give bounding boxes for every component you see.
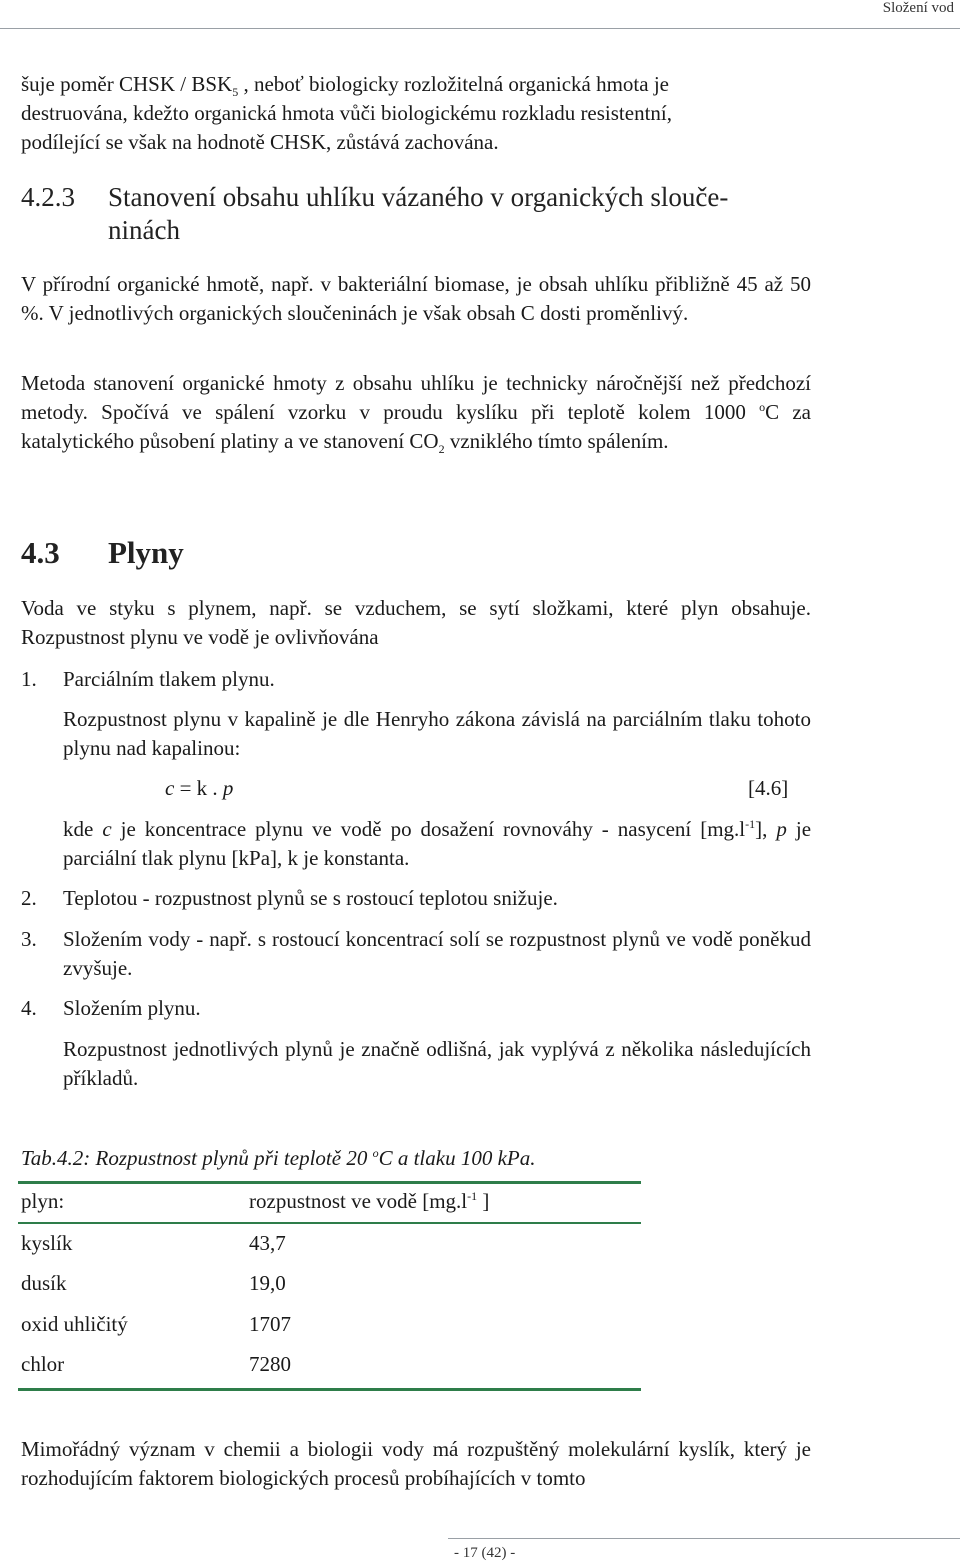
footer-rule — [448, 1538, 960, 1539]
item-2-text: Teplotou - rozpustnost plynů se s rostoucí teplotou snižuje. — [63, 886, 558, 910]
table-row-value: 1707 — [249, 1312, 291, 1336]
table-header-gas: plyn: — [21, 1189, 65, 1213]
table-row-gas: dusík — [21, 1271, 67, 1295]
table-row-gas: kyslík — [21, 1231, 73, 1255]
table-bottom-rule — [18, 1388, 641, 1391]
intro-line-1: šuje poměr CHSK / $BSK_5$ , neboť biologicky rozložitelná organická hmota je — [21, 72, 669, 100]
section-number-43: 4.3 — [21, 535, 60, 570]
henry-equation: c = k . p — [165, 776, 234, 800]
item-3-text: Složením vody - např. s rostoucí koncentrací solí se rozpustnost plynů ve vodě poněkud zvyšuje. — [63, 927, 811, 980]
table-header-rule — [18, 1222, 641, 1224]
item-1-number: 1. — [21, 667, 37, 691]
section-title-43: Plyny — [108, 535, 184, 570]
item-2-number: 2. — [21, 886, 37, 910]
page-number: - 17 (42) - — [454, 1545, 516, 1561]
intro-paragraph — [21, 70, 811, 157]
item-1-label: Parciálním tlakem plynu. — [63, 667, 275, 691]
item-4-label: Složením plynu. — [63, 996, 201, 1020]
table-caption: Tab.4.2: Rozpustnost plynů při teplotě 20 $^o$C a tlaku 100 kPa. — [21, 1146, 536, 1170]
table-top-rule — [18, 1181, 641, 1184]
section-title-423 — [108, 181, 808, 247]
table-row-gas: chlor — [21, 1352, 65, 1376]
header-rule — [0, 28, 960, 29]
equation-explanation: kde c je koncentrace plynu ve vodě po dosažení rovnováhy - nasycení $[mg.l^{-1}]$, p je parciální tlak plynu [kPa], k je konstanta. — [63, 817, 812, 870]
section-title-line-1: Stanovení obsahu uhlíku vázaného v organických slouče- — [108, 182, 729, 212]
henry-law-paragraph: Rozpustnost plynu v kapalině je dle Henryho zákona závislá na parciálním tlaku tohoto plynu nad kapalinou: — [63, 707, 811, 760]
equation-reference: [4.6] — [748, 776, 789, 800]
gases-intro-paragraph: Voda ve styku s plynem, např. se vzduchem, se sytí složkami, které plyn obsahuje. Rozpustnost plynu ve vodě je ovlivňována — [21, 596, 811, 649]
carbon-content-paragraph: V přírodní organické hmotě, např. v bakteriální biomase, je obsah uhlíku přibližně 45 až 50 %. V jednotlivých organických sloučeninách je však obsah C dosti proměnlivý. — [21, 272, 811, 325]
running-header: Složení vod — [882, 0, 954, 16]
table-row-value: 19,0 — [249, 1271, 286, 1295]
intro-line-3: podílející se však na hodnotě CHSK, zůstává zachována. — [21, 130, 499, 154]
method-paragraph: Metoda stanovení organické hmoty z obsahu uhlíku je technicky náročnější než předchozí metody. Spočívá ve spálení vzorku v proudu kyslíku při teplotě kolem 1000 $^o$C za katalytického působení platiny a ve stanovení $CO_2$ vzniklého tímto spálením. — [21, 371, 811, 457]
gas-composition-paragraph: Rozpustnost jednotlivých plynů je značně odlišná, jak vyplývá z několika následujících příkladů. — [63, 1037, 811, 1090]
item-3-number: 3. — [21, 927, 37, 951]
section-title-line-2: ninách — [108, 215, 180, 245]
table-row-value: 43,7 — [249, 1231, 286, 1255]
section-number-423: 4.2.3 — [21, 182, 75, 212]
table-row-value: 7280 — [249, 1352, 291, 1376]
table-row-gas: oxid uhličitý — [21, 1312, 128, 1336]
intro-line-2: destruována, kdežto organická hmota vůči biologickému rozkladu resistentní, — [21, 101, 673, 125]
table-header-solubility: rozpustnost ve vodě [$mg.l^{-1}$ ] — [249, 1189, 490, 1213]
item-4-number: 4. — [21, 996, 37, 1020]
oxygen-paragraph: Mimořádný význam v chemii a biologii vody má rozpuštěný molekulární kyslík, který je rozhodujícím faktorem biologických procesů probíhajících v tomto — [21, 1437, 811, 1490]
